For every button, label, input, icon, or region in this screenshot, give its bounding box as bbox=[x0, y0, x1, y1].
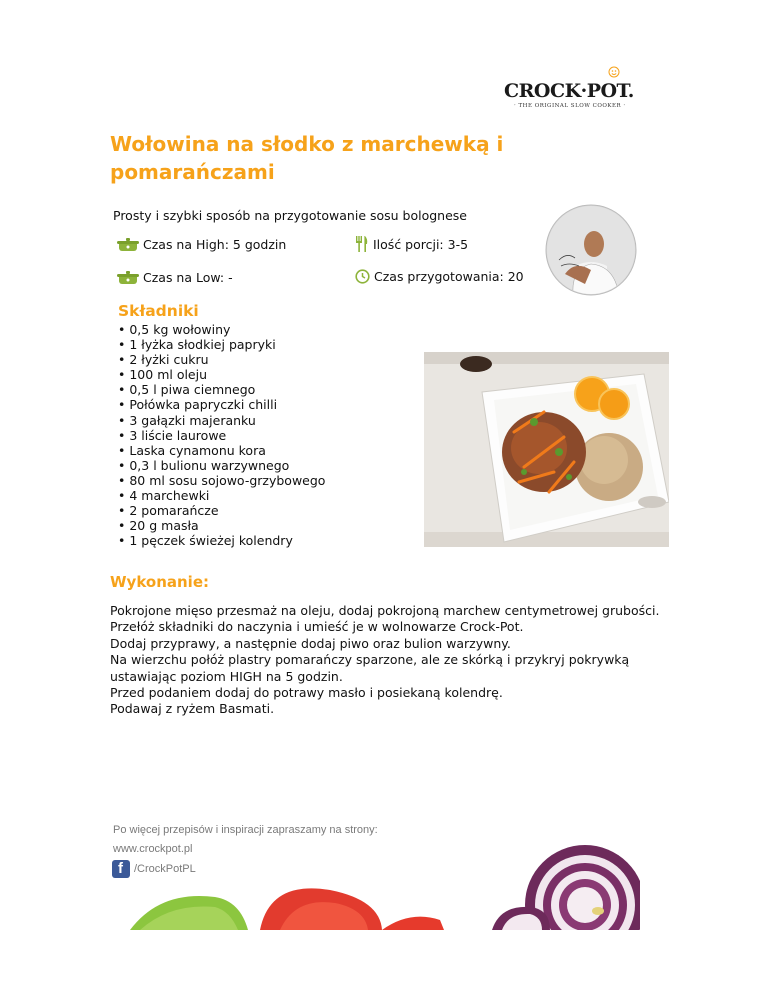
high-time-text: Czas na High: 5 godzin bbox=[143, 236, 287, 252]
facebook-icon[interactable]: f bbox=[112, 860, 130, 878]
list-item: • 1 łyżka słodkiej papryki bbox=[118, 337, 325, 352]
list-item: • 1 pęczek świeżej kolendry bbox=[118, 533, 325, 548]
meta-portions bbox=[355, 236, 468, 252]
method-heading: Wykonanie: bbox=[110, 573, 209, 591]
slow-cooker-icon bbox=[117, 236, 139, 252]
list-item: • 80 ml sosu sojowo-grzybowego bbox=[118, 473, 325, 488]
title-line-2: pomarańczami bbox=[110, 160, 275, 184]
clock-icon bbox=[355, 269, 370, 284]
list-item: • 100 ml oleju bbox=[118, 367, 325, 382]
step-line: Podawaj z ryżem Basmati. bbox=[110, 701, 275, 717]
chef-hat-icon bbox=[608, 66, 620, 78]
list-item: • 4 marchewki bbox=[118, 488, 325, 503]
website-link[interactable]: www.crockpot.pl bbox=[113, 843, 193, 855]
footer-invite: Po więcej przepisów i inspiracji zapraszamy na strony: bbox=[113, 824, 378, 836]
list-item: • 0,5 kg wołowiny bbox=[118, 322, 325, 337]
brand-tagline: · THE ORIGINAL SLOW COOKER · bbox=[514, 103, 626, 109]
ingredients-heading: Składniki bbox=[118, 302, 199, 320]
low-time-text: Czas na Low: - bbox=[143, 269, 233, 285]
step-line: ustawiając poziom HIGH na 5 godzin. bbox=[110, 668, 343, 684]
list-item: • 2 pomarańcze bbox=[118, 503, 325, 518]
meta-prep bbox=[355, 269, 524, 284]
crockpot-logo bbox=[500, 72, 634, 116]
chef-portrait-badge bbox=[545, 204, 637, 296]
vegetables-illustration bbox=[120, 845, 640, 930]
meta-low bbox=[117, 269, 233, 285]
brand-name: CROCK·POT. bbox=[504, 80, 634, 102]
step-line: Dodaj przyprawy, a następnie dodaj piwo oraz bulion warzywny. bbox=[110, 635, 511, 651]
prep-time-text: Czas przygotowania: 20 bbox=[374, 269, 524, 284]
list-item: • 3 gałązki majeranku bbox=[118, 413, 325, 428]
title-line-1: Wołowina na słodko z marchewką i bbox=[110, 132, 504, 156]
cutlery-icon bbox=[355, 236, 369, 252]
slow-cooker-icon bbox=[117, 269, 139, 285]
list-item: • Połówka papryczki chilli bbox=[118, 397, 325, 412]
recipe-intro: Prosty i szybki sposób na przygotowanie sosu bolognese bbox=[113, 208, 467, 223]
facebook-link[interactable]: /CrockPotPL bbox=[134, 863, 196, 875]
step-line: Na wierzchu połóż plastry pomarańczy sparzone, ale ze skórką i przykryj pokrywką bbox=[110, 652, 630, 668]
portions-text: Ilość porcji: 3-5 bbox=[373, 236, 469, 252]
list-item: • 0,5 l piwa ciemnego bbox=[118, 382, 325, 397]
step-line: Przed podaniem dodaj do potrawy masło i posiekaną kolendrę. bbox=[110, 685, 503, 701]
ingredients-list bbox=[118, 322, 325, 548]
list-item: • 3 liście laurowe bbox=[118, 428, 325, 443]
meta-high bbox=[117, 236, 286, 252]
list-item: • Laska cynamonu kora bbox=[118, 443, 325, 458]
list-item: • 2 łyżki cukru bbox=[118, 352, 325, 367]
list-item: • 20 g masła bbox=[118, 518, 325, 533]
recipe-title bbox=[110, 130, 570, 186]
method-steps bbox=[110, 603, 670, 718]
step-line: Pokrojone mięso przesmaż na oleju, dodaj pokrojoną marchew centymetrowej grubości. bbox=[110, 603, 660, 618]
list-item: • 0,3 l bulionu warzywnego bbox=[118, 458, 325, 473]
dish-photo bbox=[424, 352, 669, 547]
step-line: Przełóż składniki do naczynia i umieść je w wolnowarze Crock-Pot. bbox=[110, 619, 524, 635]
